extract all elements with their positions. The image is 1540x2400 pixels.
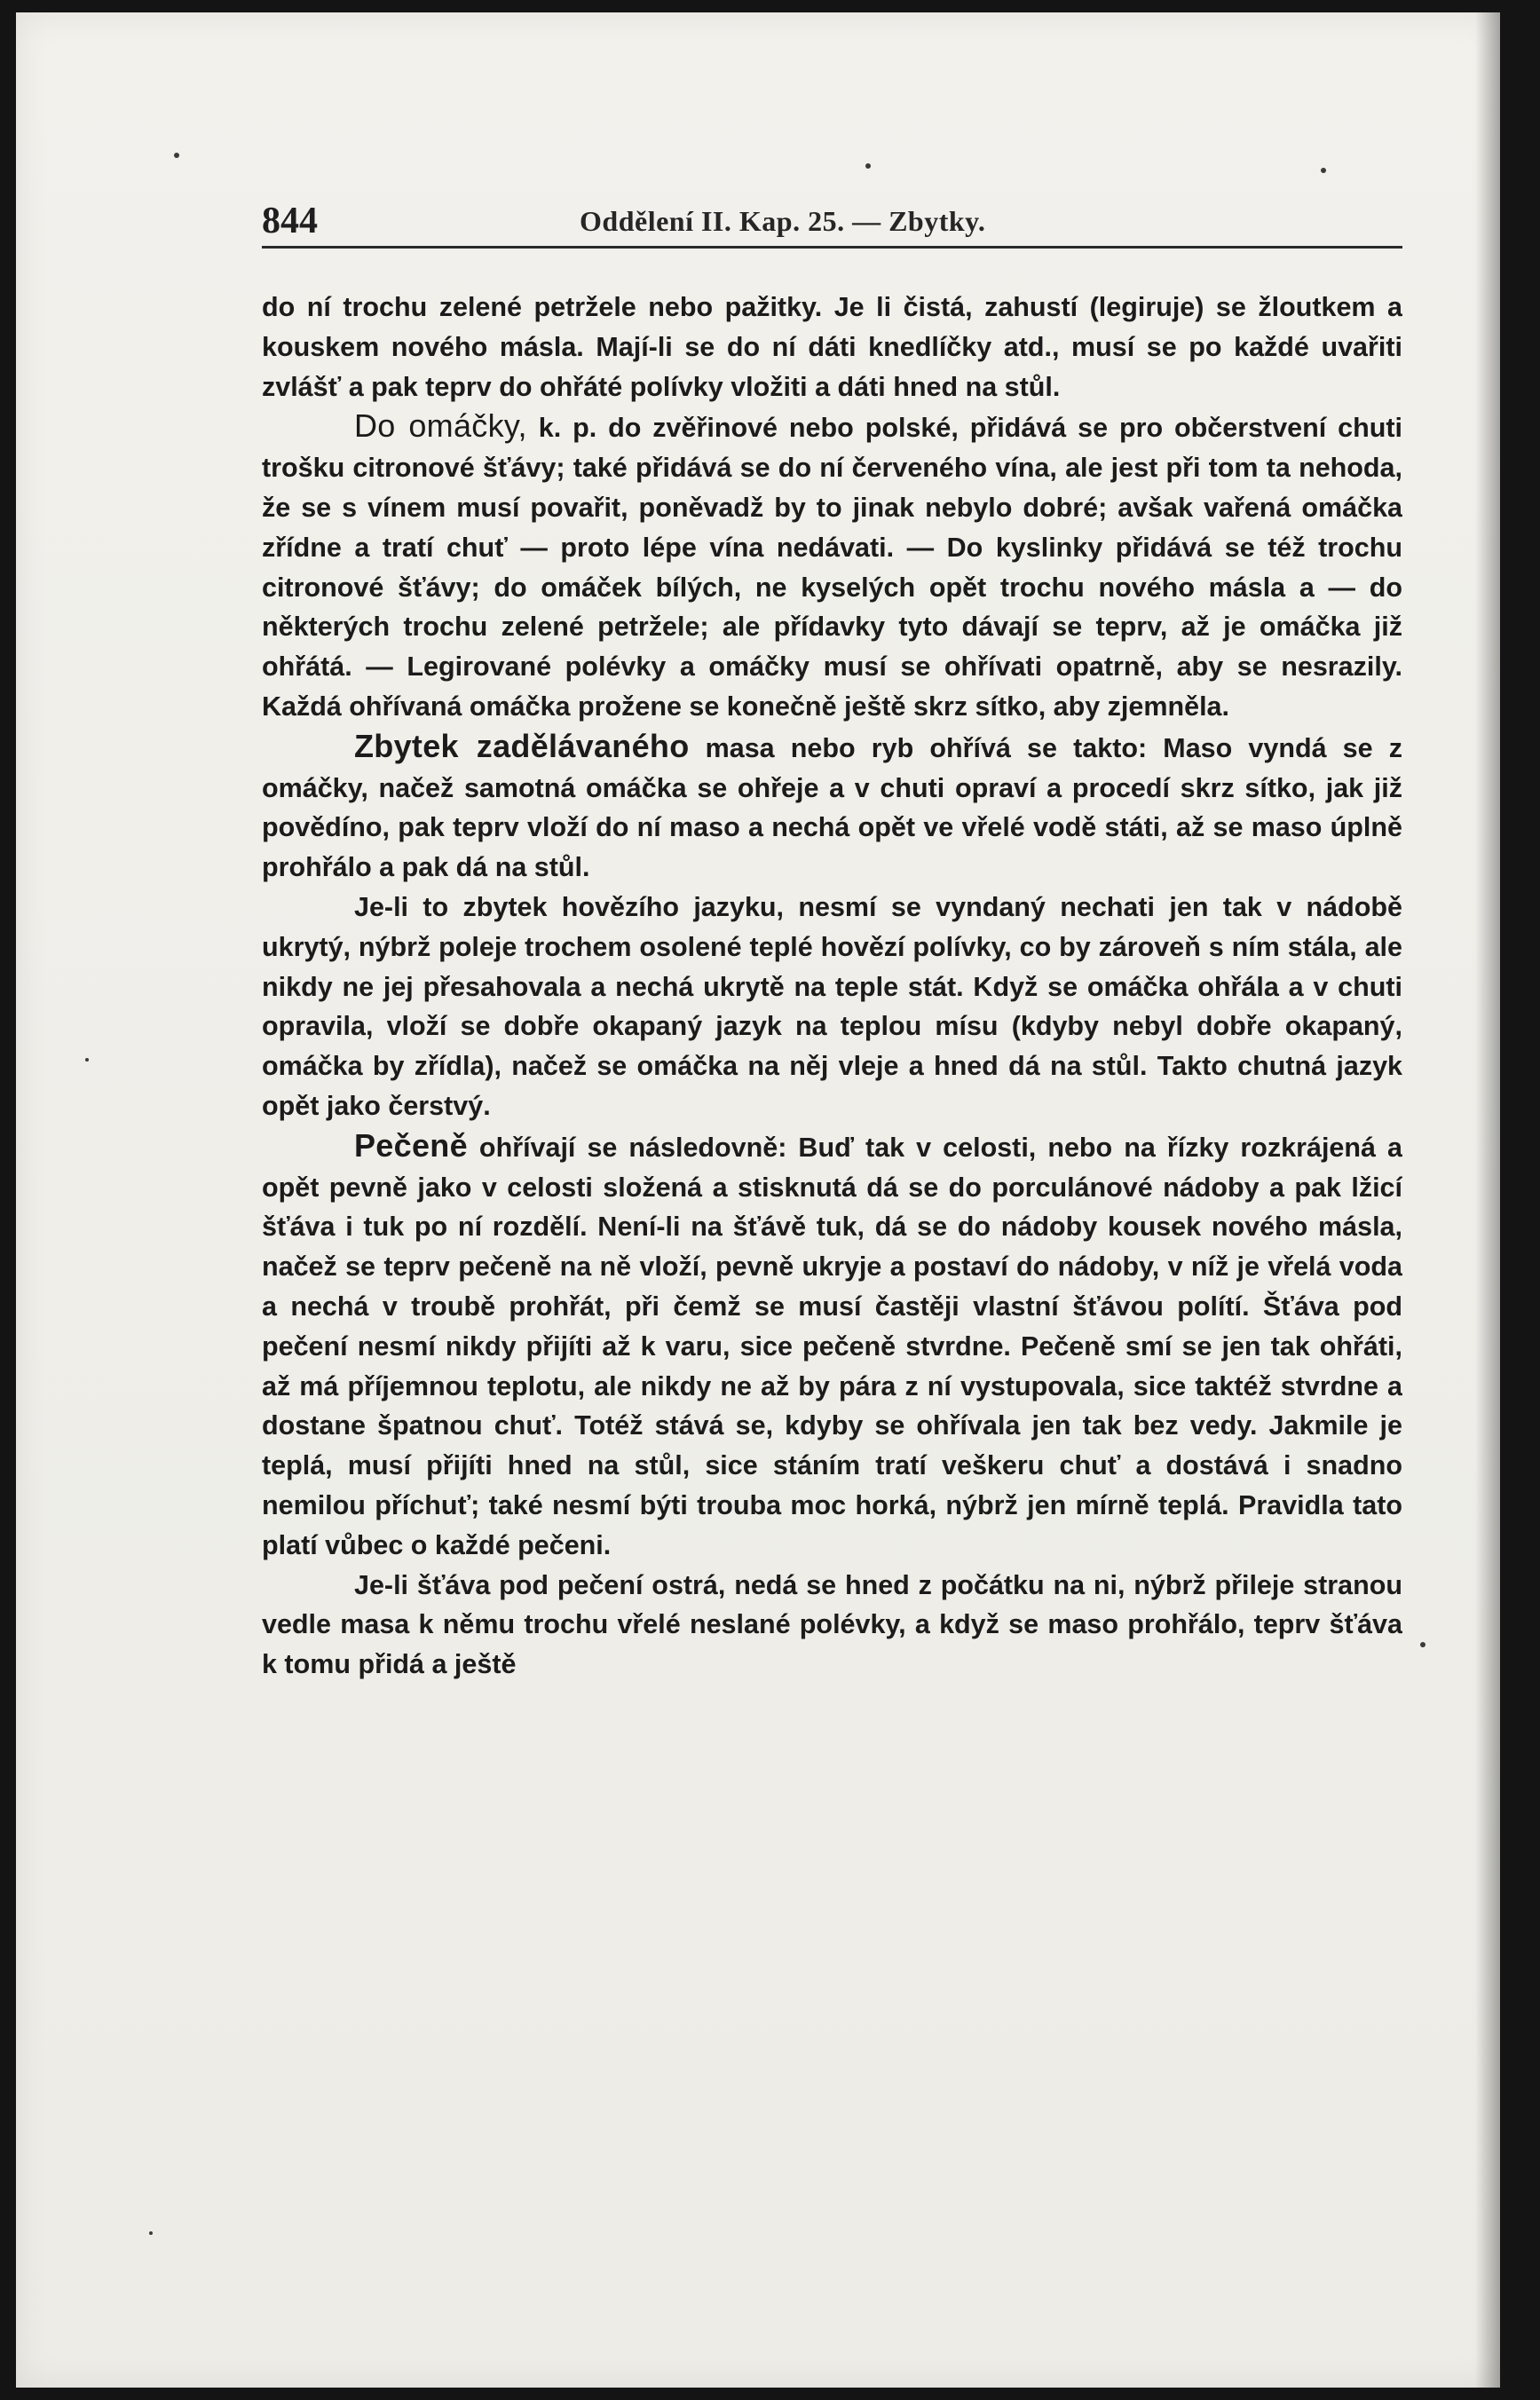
paragraph-text: masa nebo ryb ohřívá se takto: Maso vyndá se z omáčky, načež samotná omáčka se ohřeje a v chuti opraví a procedí skrz sítko, jak již povědíno, pak teprv vloží do ní maso a nechá opět ve vřelé vodě státi, až se maso úplně prohřálo a pak dá na stůl.: [262, 732, 1402, 883]
book-page: [16, 12, 1500, 2388]
paragraph-omacky: [262, 407, 1402, 726]
print-speck: [149, 2231, 153, 2235]
page-spine-shadow: [1475, 12, 1500, 2388]
print-speck: [865, 163, 871, 169]
paragraph-pecene: [262, 1126, 1402, 1566]
paragraph-lead: Pečeně: [354, 1126, 468, 1164]
paragraph-text: ohřívají se následovně: Buď tak v celosti, nebo na řízky rozkrájená a opět pevně jako v celosti složená a stisknutá dá se do porculánové nádoby a pak lžicí šťáva i tuk po ní rozdělí. Není-li na šťávě tuk, dá se do nádoby kousek nového másla, načež se teprv pečeně na ně vloží, pevně ukryje a postaví do nádoby, v níž je vřelá voda a nechá v troubě prohřát, při čemž se musí častěji vlastní šťávou polítí. Šťáva pod pečení nesmí nikdy přijíti až k varu, sice pečeně stvrdne. Pečeně smí se jen tak ohřáti, až má příjemnou teplotu, ale nikdy ne až by pára z ní vystupovala, sice taktéž stvrdne a dostane špatnou chuť. Totéž stává se, kdyby se ohřívala jen tak bez vedy. Jakmile je teplá, musí přijíti hned na stůl, sice stáním tratí veškeru chuť a dostává i snadno nemilou příchuť; také nesmí býti trouba moc horká, nýbrž jen mírně teplá. Pravidla tato platí vůbec o každé pečeni.: [262, 1132, 1402, 1560]
paragraph-text: k. p. do zvěřinové nebo polské, přidává se pro občerstvení chuti trošku citronové šťávy; také přidává se do ní červeného vína, ale jest při tom ta nehoda, že se s vínem musí povařit, poněvadž by to jinak nebylo dobré; avšak vařená omáčka zřídne a tratí chuť — proto lépe vína nedávati. — Do kyslinky přidává se též trochu citronové šťávy; do omáček bílých, ne kyselých opět trochu nového másla a — do některých trochu zelené petržele; ale přídavky tyto dávají se teprv, až je omáčka již ohřátá. — Legirované polévky a omáčky musí se ohřívati opatrně, aby se nesrazily. Každá ohřívaná omáčka prožene se konečně ještě skrz sítko, aby zjemněla.: [262, 413, 1402, 722]
paragraph-zbytek: [262, 727, 1402, 888]
running-header: [262, 193, 1402, 249]
paragraph-text: Je-li šťáva pod pečení ostrá, nedá se hned z počátku na ni, nýbrž přileje stranou vedle masa k němu trochu vřelé neslané polévky, a když se maso prohřálo, teprv šťáva k tomu přidá a ještě: [262, 1569, 1402, 1680]
print-speck: [174, 153, 179, 158]
paragraph-jazyk: [262, 888, 1402, 1126]
paragraph-continuation: [262, 288, 1402, 407]
print-speck: [85, 1058, 89, 1062]
print-speck: [1321, 168, 1326, 173]
running-title: Oddělení II. Kap. 25. — Zbytky.: [580, 205, 986, 237]
paragraph-text: Je-li to zbytek hovězího jazyku, nesmí se vyndaný nechati jen tak v nádobě ukrytý, nýbrž poleje trochem osolené teplé hovězí polívky, co by zároveň s ním stála, ale nikdy ne jej přesahovala a nechá ukrytě na teple stát. Když se omáčka ohřála a v chuti opravila, vloží se dobře okapaný jazyk na teplou mísu (kdyby nebyl dobře okapaný, omáčka by zřídla), načež se omáčka na něj vleje a hned dá na stůl. Takto chutná jazyk opět jako čerstvý.: [262, 891, 1402, 1121]
page-number: 844: [262, 201, 318, 241]
body-text: [262, 288, 1402, 2285]
paragraph-lead: Do omáčky,: [354, 407, 527, 445]
paragraph-stava: [262, 1566, 1402, 1685]
print-speck: [1420, 1642, 1425, 1647]
paragraph-text: do ní trochu zelené petržele nebo pažitky. Je li čistá, zahustí (legiruje) se žloutkem a kouskem nového másla. Mají-li se do ní dáti knedlíčky atd., musí se po každé uvařiti zvlášť a pak teprv do ohřáté polívky vložiti a dáti hned na stůl.: [262, 292, 1402, 402]
paragraph-lead: Zbytek zadělávaného: [354, 727, 690, 764]
